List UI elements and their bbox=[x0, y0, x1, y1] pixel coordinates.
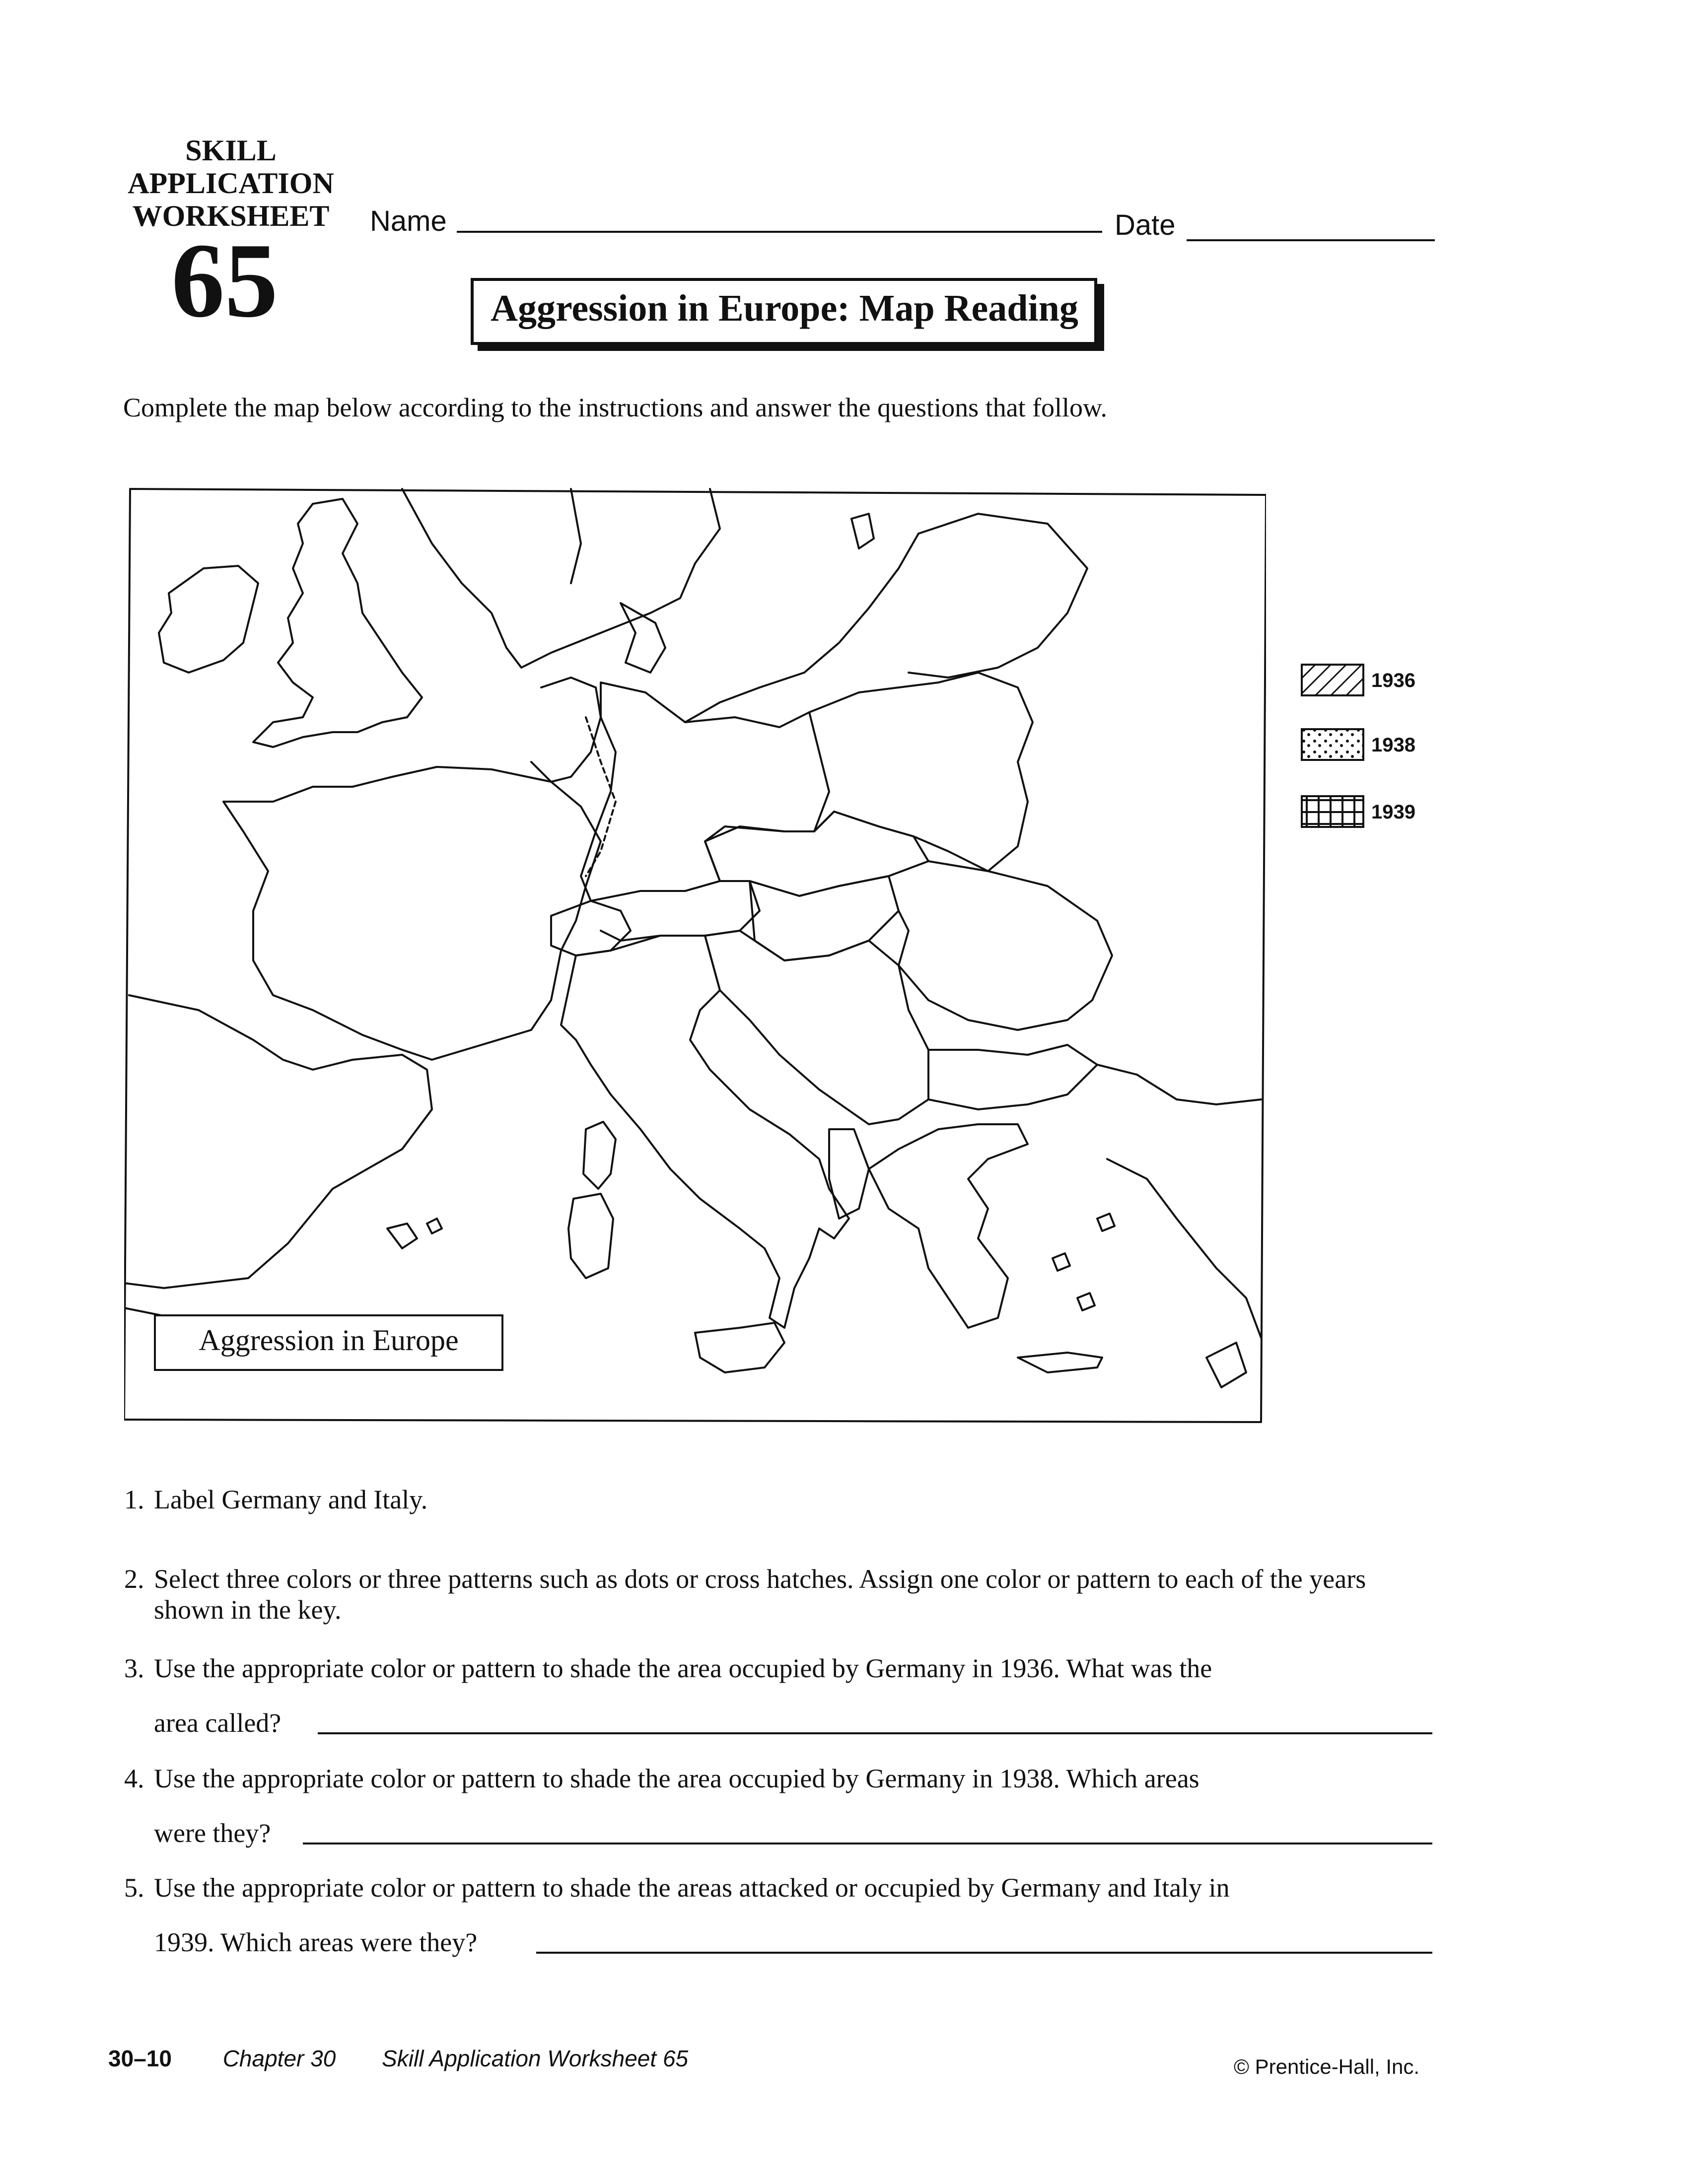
answer-line-5[interactable] bbox=[536, 1952, 1432, 1954]
denmark-outline bbox=[621, 603, 665, 673]
anatolia-coast bbox=[1107, 1159, 1261, 1338]
europe-map[interactable] bbox=[124, 484, 1266, 1427]
romania-outline bbox=[899, 861, 1112, 1030]
page-reference: 30–10 bbox=[108, 2046, 172, 2071]
date-field[interactable] bbox=[1187, 239, 1435, 241]
question-prompt: 1939. Which areas were they? bbox=[154, 1927, 478, 1957]
footer-left bbox=[108, 2045, 728, 2072]
date-label: Date bbox=[1115, 209, 1176, 241]
turkey-outline bbox=[1097, 1065, 1261, 1104]
question-text: Select three colors or three patterns such as dots or cross hatches. Assign one color or pattern to each of the years shown in the key. bbox=[154, 1564, 1366, 1625]
question-5 bbox=[124, 1872, 1440, 1958]
sicily-island bbox=[695, 1323, 784, 1372]
balearic-island bbox=[387, 1224, 417, 1248]
cross-hatch-swatch bbox=[1301, 794, 1365, 829]
instructions: Complete the map below according to the instructions and answer the questions that follow. bbox=[123, 393, 1108, 422]
key-item-1938 bbox=[1301, 727, 1415, 764]
question-number: 4. bbox=[124, 1764, 144, 1793]
bulgaria-outline bbox=[928, 1045, 1097, 1109]
map-caption: Aggression in Europe bbox=[199, 1324, 459, 1357]
aegean-island bbox=[1053, 1253, 1070, 1271]
sardinia-island bbox=[568, 1194, 613, 1278]
baltic-states bbox=[909, 514, 1087, 678]
answer-line-4[interactable] bbox=[303, 1843, 1432, 1844]
name-field[interactable] bbox=[457, 231, 1102, 233]
question-number: 5. bbox=[124, 1873, 144, 1903]
question-prompt: were they? bbox=[154, 1818, 271, 1848]
spain-outline bbox=[124, 995, 432, 1288]
baltic-coast bbox=[685, 534, 918, 722]
question-text: Use the appropriate color or pattern to shade the areas attacked or occupied by Germany and Italy in bbox=[154, 1873, 1230, 1903]
page-title: Aggression in Europe: Map Reading bbox=[491, 287, 1078, 329]
gotland-island bbox=[851, 514, 874, 548]
copyright: © Prentice-Hall, Inc. bbox=[1234, 2055, 1420, 2078]
question-text: Use the appropriate color or pattern to shade the area occupied by Germany in 1936. What was the bbox=[154, 1653, 1212, 1683]
dots-swatch bbox=[1301, 727, 1365, 762]
cyprus-island bbox=[1206, 1343, 1246, 1387]
worksheet-label-line: SKILL bbox=[185, 134, 277, 167]
question-2 bbox=[124, 1564, 1440, 1625]
key-label: 1939 bbox=[1371, 801, 1415, 823]
aegean-island bbox=[1077, 1293, 1095, 1310]
scandinavia-outline bbox=[402, 489, 720, 668]
question-prompt: area called? bbox=[154, 1708, 282, 1738]
germany-outline bbox=[581, 682, 829, 901]
question-3 bbox=[124, 1653, 1440, 1738]
key-label: 1938 bbox=[1371, 734, 1415, 756]
corsica-island bbox=[583, 1122, 616, 1189]
worksheet-number: 65 bbox=[171, 221, 278, 340]
question-text: Label Germany and Italy. bbox=[154, 1485, 428, 1514]
answer-line-3[interactable] bbox=[318, 1732, 1432, 1734]
crete-island bbox=[1018, 1353, 1102, 1372]
key-item-1939 bbox=[1301, 794, 1415, 831]
key-item-1936 bbox=[1301, 663, 1415, 700]
norway-sweden-border bbox=[571, 489, 581, 583]
question-1 bbox=[124, 1484, 1440, 1515]
question-number: 1. bbox=[124, 1485, 144, 1514]
question-number: 3. bbox=[124, 1653, 144, 1683]
balearic-island bbox=[427, 1219, 442, 1233]
poland-outline bbox=[809, 673, 1033, 871]
ireland-outline bbox=[159, 566, 258, 673]
worksheet-label-line: APPLICATION bbox=[128, 167, 334, 200]
greece-outline bbox=[869, 1124, 1028, 1328]
worksheet-label bbox=[124, 134, 338, 232]
chapter-label: Chapter 30 bbox=[222, 2046, 336, 2071]
question-number: 2. bbox=[124, 1564, 144, 1594]
question-text: Use the appropriate color or pattern to shade the area occupied by Germany in 1938. Which areas bbox=[154, 1764, 1199, 1793]
france-outline bbox=[223, 767, 601, 1060]
britain-outline bbox=[253, 499, 422, 747]
worksheet-label-line: WORKSHEET bbox=[132, 200, 330, 232]
name-label: Name bbox=[370, 205, 447, 237]
map-frame bbox=[124, 489, 1266, 1422]
worksheet-reference: Skill Application Worksheet 65 bbox=[382, 2046, 689, 2071]
diagonal-hatch-swatch bbox=[1301, 663, 1365, 697]
aegean-island bbox=[1097, 1214, 1115, 1231]
yugoslavia-outline bbox=[705, 931, 928, 1124]
key-label: 1936 bbox=[1371, 670, 1415, 691]
albania-outline bbox=[829, 1129, 869, 1219]
question-4 bbox=[124, 1763, 1440, 1848]
